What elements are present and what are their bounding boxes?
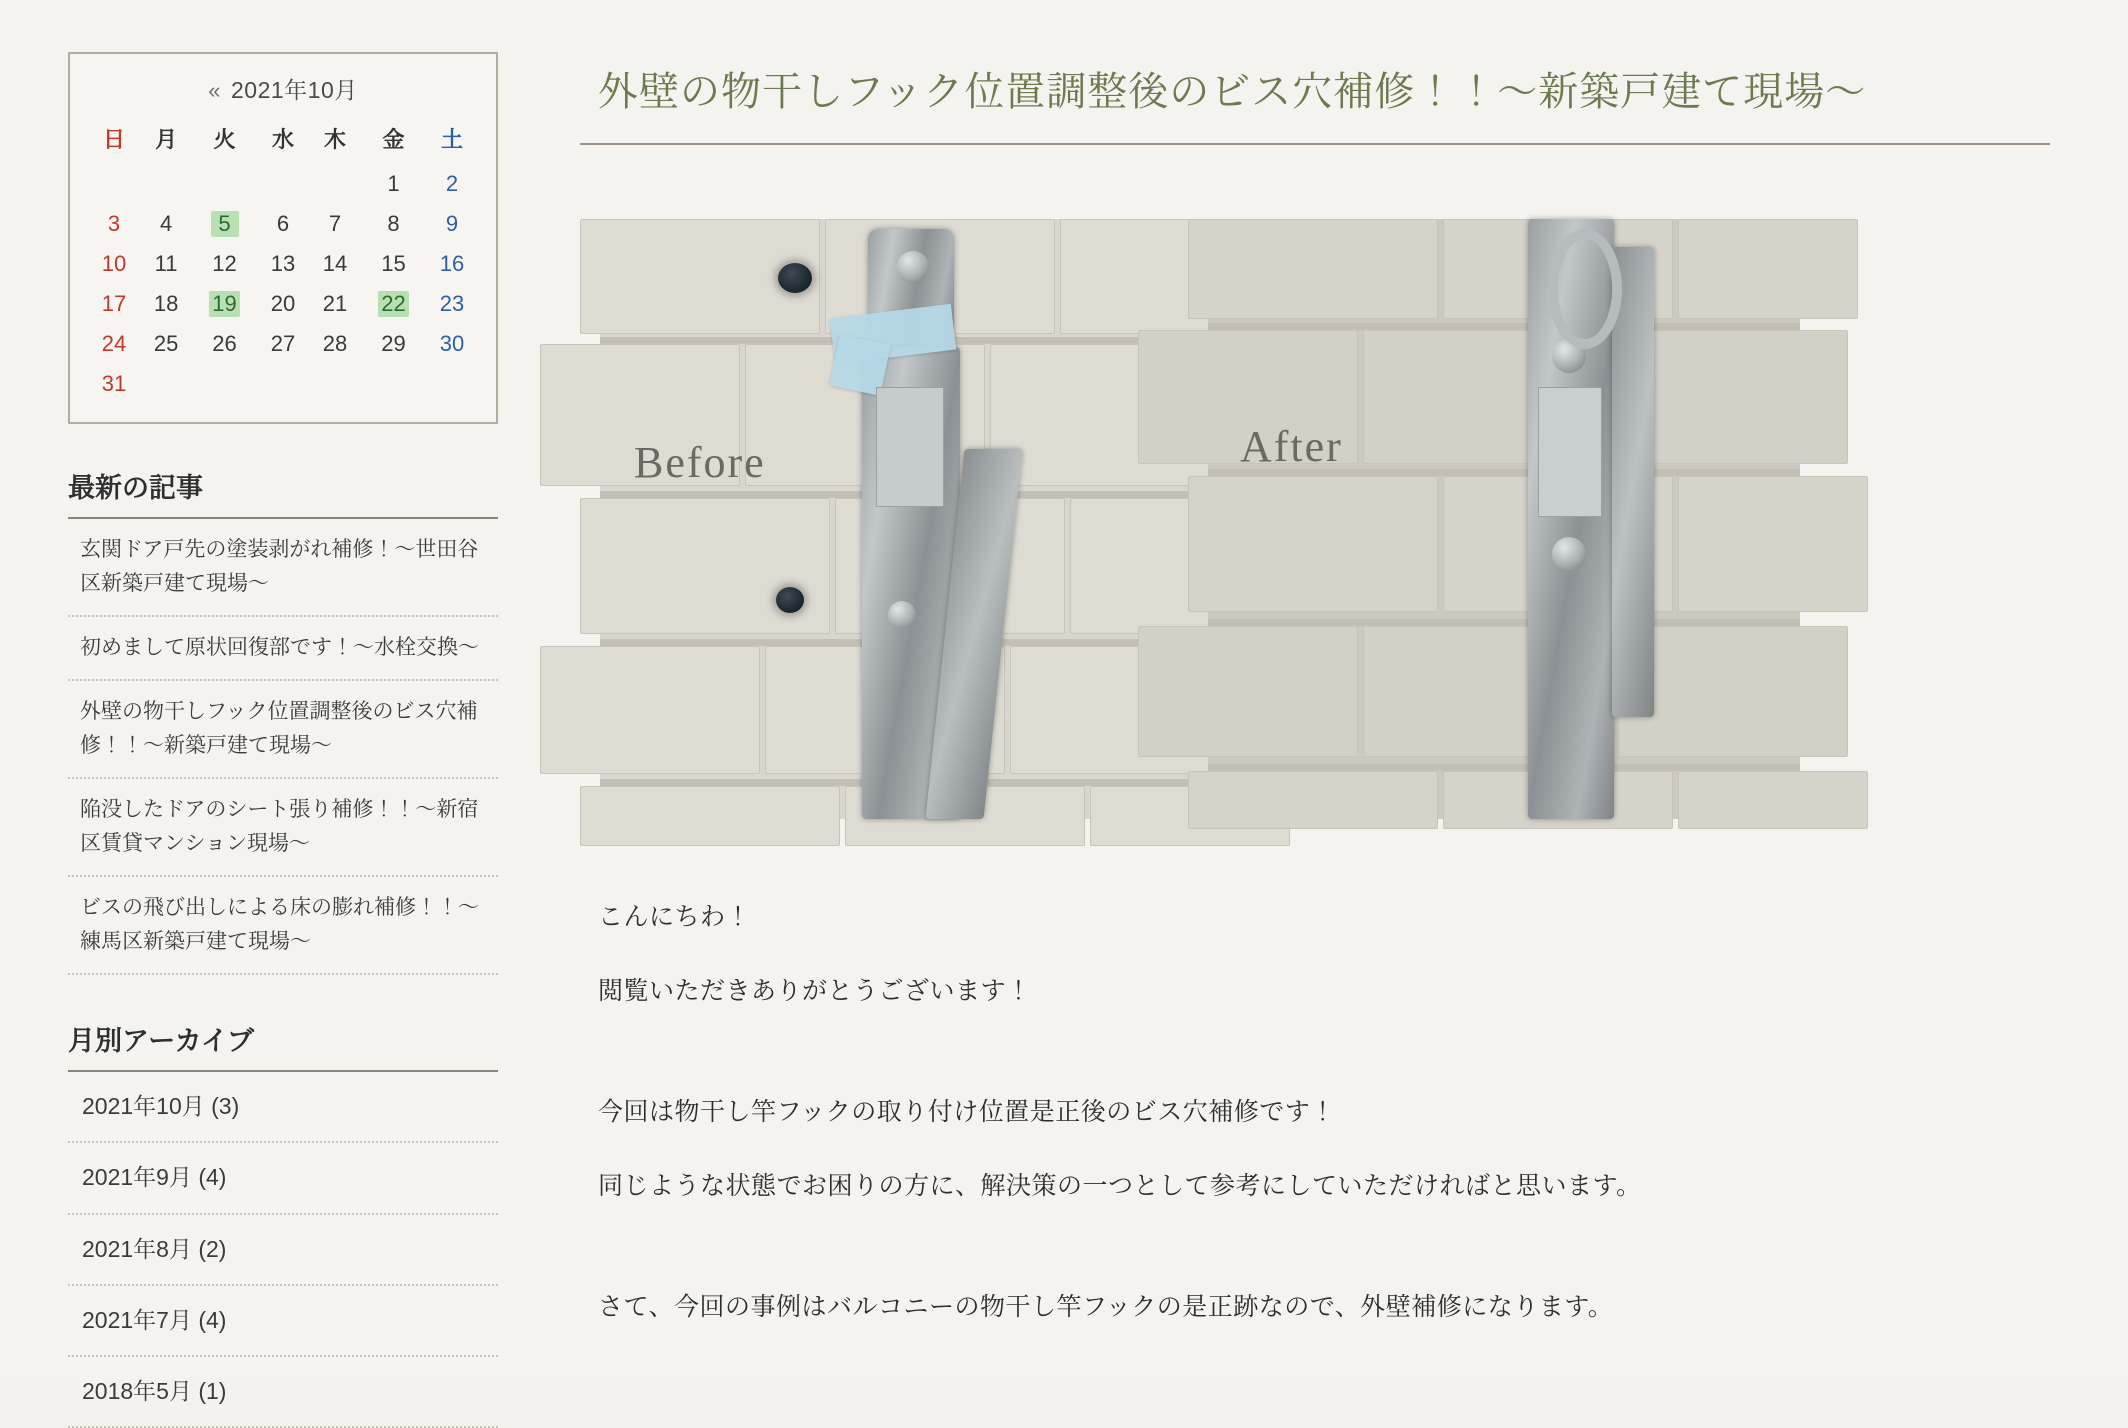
calendar-weekday-tue: 火 bbox=[213, 127, 236, 152]
calendar-day-9[interactable]: 9 bbox=[445, 211, 459, 236]
calendar-day-29[interactable]: 29 bbox=[381, 331, 406, 356]
archive-link[interactable]: 2021年7月 (4) bbox=[68, 1286, 498, 1357]
calendar-week-row bbox=[88, 244, 478, 284]
calendar-week-row bbox=[88, 324, 478, 364]
calendar-day-18[interactable]: 18 bbox=[153, 291, 179, 316]
paragraph-topic: 今回は物干し竿フックの取り付け位置是正後のビス穴補修です！ bbox=[598, 1098, 1336, 1126]
recent-posts-list bbox=[68, 519, 498, 975]
hook-label-sticker-before bbox=[876, 387, 944, 507]
calendar-day-highlight[interactable]: 19 bbox=[209, 291, 239, 317]
calendar-day-empty bbox=[192, 364, 257, 404]
main-content bbox=[580, 52, 2050, 1363]
calendar-day-28[interactable]: 28 bbox=[322, 331, 348, 356]
calendar-day-10[interactable]: 10 bbox=[101, 251, 127, 276]
post-body bbox=[598, 899, 1908, 1327]
hook-label-sticker-after bbox=[1538, 387, 1602, 517]
calendar-day-26[interactable]: 26 bbox=[212, 331, 237, 356]
calendar-header bbox=[88, 68, 478, 117]
calendar-weekday-wed: 水 bbox=[271, 127, 294, 152]
screw-hole-lower bbox=[776, 587, 804, 613]
calendar-day-27[interactable]: 27 bbox=[270, 331, 296, 356]
screw-hole-upper bbox=[778, 263, 812, 293]
bolt-bottom-after bbox=[1552, 537, 1586, 571]
recent-post-link[interactable]: 初めまして原状回復部です！〜水栓交換〜 bbox=[68, 617, 498, 681]
bolt-top-before bbox=[897, 251, 929, 283]
archive-list bbox=[68, 1072, 498, 1428]
calendar-day-1[interactable]: 1 bbox=[387, 171, 400, 196]
recent-post-link[interactable]: ビスの飛び出しによる床の膨れ補修！！〜練馬区新築戸建て現場〜 bbox=[68, 877, 498, 975]
photo-before bbox=[600, 219, 1208, 819]
calendar-day-empty bbox=[309, 364, 361, 404]
calendar-day-19[interactable] bbox=[192, 284, 257, 324]
calendar-day-20[interactable]: 20 bbox=[270, 291, 296, 316]
calendar-day-17[interactable]: 17 bbox=[101, 291, 127, 316]
calendar-weekday-fri: 金 bbox=[382, 127, 405, 152]
calendar-weekday-mon: 月 bbox=[155, 127, 178, 152]
calendar-day-31[interactable]: 31 bbox=[101, 371, 127, 396]
calendar-day-empty bbox=[140, 364, 192, 404]
calendar-body bbox=[88, 164, 478, 404]
calendar-day-highlight[interactable]: 22 bbox=[378, 291, 408, 317]
paragraph-case: さて、今回の事例はバルコニーの物干し竿フックの是正跡なので、外壁補修になります。 bbox=[598, 1293, 1614, 1321]
calendar-day-11[interactable]: 11 bbox=[154, 251, 178, 276]
recent-post-link[interactable]: 陥没したドアのシート張り補修！！〜新宿区賃貸マンション現場〜 bbox=[68, 779, 498, 877]
archive-link[interactable]: 2018年5月 (1) bbox=[68, 1357, 498, 1428]
calendar-day-12[interactable]: 12 bbox=[212, 251, 237, 276]
paragraph-thanks: 閲覧いただきありがとうございます！ bbox=[598, 976, 1032, 1005]
paragraph-greeting: こんにちわ！ bbox=[598, 903, 752, 931]
calendar-day-empty bbox=[140, 164, 192, 204]
calendar-day-15[interactable]: 15 bbox=[381, 251, 406, 276]
calendar-day-4[interactable]: 4 bbox=[159, 211, 173, 236]
calendar-day-23[interactable]: 23 bbox=[439, 291, 465, 316]
calendar-weekday-row bbox=[88, 117, 478, 164]
archive-link[interactable]: 2021年9月 (4) bbox=[68, 1143, 498, 1214]
calendar-day-22[interactable] bbox=[361, 284, 426, 324]
wall-texture-after bbox=[1208, 219, 1800, 819]
calendar-day-8[interactable]: 8 bbox=[387, 211, 400, 236]
calendar-day-empty bbox=[426, 364, 478, 404]
paragraph-reference: 同じような状態でお困りの方に、解決策の一つとして参考にしていただければと思います。 bbox=[598, 1171, 1642, 1200]
calendar-day-2[interactable]: 2 bbox=[445, 171, 459, 196]
label-after: After bbox=[1240, 422, 1343, 471]
calendar-month-label: 2021年10月 bbox=[231, 77, 358, 103]
calendar-day-13[interactable]: 13 bbox=[270, 251, 296, 276]
before-after-photo bbox=[600, 219, 1800, 819]
hook-ring-after bbox=[1548, 229, 1622, 349]
calendar-week-row bbox=[88, 204, 478, 244]
calendar-prev-icon[interactable]: « bbox=[208, 78, 221, 103]
calendar-day-highlight[interactable]: 5 bbox=[211, 211, 239, 237]
calendar-weekday-sun: 日 bbox=[103, 127, 126, 152]
calendar-day-6[interactable]: 6 bbox=[276, 211, 290, 236]
calendar-day-empty bbox=[192, 164, 257, 204]
calendar-weekday-thu: 木 bbox=[324, 127, 347, 152]
calendar-day-empty bbox=[257, 364, 309, 404]
calendar-day-5[interactable] bbox=[192, 204, 257, 244]
sidebar bbox=[68, 52, 498, 1428]
calendar-day-empty bbox=[257, 164, 309, 204]
calendar-day-25[interactable]: 25 bbox=[153, 331, 179, 356]
calendar-day-16[interactable]: 16 bbox=[439, 251, 465, 276]
calendar-table bbox=[88, 117, 478, 404]
calendar-day-3[interactable]: 3 bbox=[107, 211, 121, 236]
hook-arm-after bbox=[1612, 247, 1654, 717]
calendar-day-21[interactable]: 21 bbox=[322, 291, 348, 316]
calendar-day-empty bbox=[361, 364, 426, 404]
calendar-week-row bbox=[88, 284, 478, 324]
recent-post-link[interactable]: 外壁の物干しフック位置調整後のビス穴補修！！〜新築戸建て現場〜 bbox=[68, 681, 498, 779]
recent-posts-heading: 最新の記事 bbox=[68, 466, 498, 519]
archive-heading: 月別アーカイブ bbox=[68, 1019, 498, 1072]
calendar-week-row bbox=[88, 364, 478, 404]
calendar-day-empty bbox=[309, 164, 361, 204]
calendar-week-row bbox=[88, 164, 478, 204]
archive-link[interactable]: 2021年10月 (3) bbox=[68, 1072, 498, 1143]
bolt-bottom-before bbox=[888, 601, 916, 629]
label-before: Before bbox=[634, 438, 766, 487]
calendar-day-14[interactable]: 14 bbox=[322, 251, 348, 276]
calendar-widget bbox=[68, 52, 498, 424]
calendar-day-empty bbox=[88, 164, 140, 204]
calendar-day-7[interactable]: 7 bbox=[328, 211, 342, 236]
calendar-day-30[interactable]: 30 bbox=[439, 331, 465, 356]
recent-post-link[interactable]: 玄関ドア戸先の塗装剥がれ補修！〜世田谷区新築戸建て現場〜 bbox=[68, 519, 498, 617]
page-title: 外壁の物干しフック位置調整後のビス穴補修！！〜新築戸建て現場〜 bbox=[580, 52, 2050, 145]
calendar-weekday-sat: 土 bbox=[440, 127, 463, 152]
photo-after bbox=[1208, 219, 1800, 819]
calendar-day-24[interactable]: 24 bbox=[101, 331, 127, 356]
archive-link[interactable]: 2021年8月 (2) bbox=[68, 1215, 498, 1286]
